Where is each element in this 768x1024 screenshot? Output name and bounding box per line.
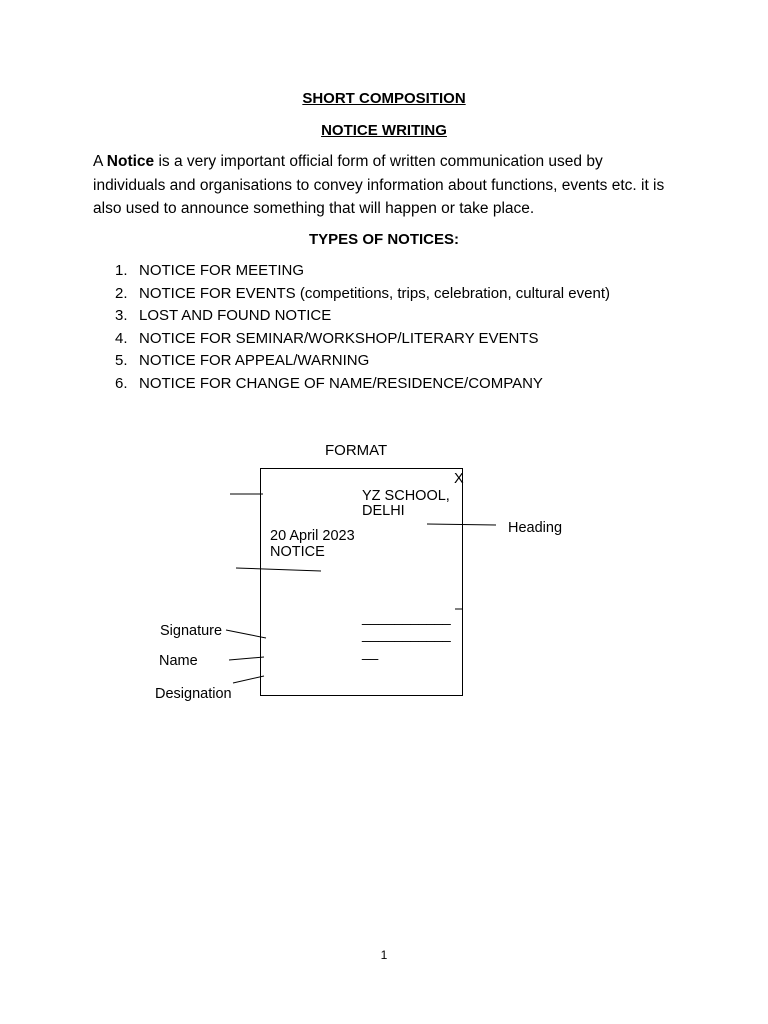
name-pointer-line <box>229 657 264 660</box>
intro-rest: is a very important official form of written communication used by individuals and organisations to convey information about functions, events etc. it is also used to announce something that will happen or take place. <box>93 153 665 217</box>
main-heading: SHORT COMPOSITION <box>302 90 466 107</box>
intro-bold-word: Notice <box>106 153 155 170</box>
signature-label: Signature <box>160 623 223 639</box>
school-line-1: YZ SCHOOL, <box>362 488 450 504</box>
list-item: 1. NOTICE FOR MEETING <box>115 262 304 279</box>
corner-mark: X <box>454 471 464 487</box>
heading-label: Heading <box>508 520 563 536</box>
blank-line-2: ___________ <box>362 627 451 643</box>
format-label: FORMAT <box>325 442 388 459</box>
list-item: 4. NOTICE FOR SEMINAR/WORKSHOP/LITERARY EVENTS <box>115 329 539 347</box>
types-heading: TYPES OF NOTICES: <box>308 231 459 248</box>
date-pointer-line <box>236 568 321 571</box>
sub-heading: NOTICE WRITING <box>321 122 447 139</box>
notice-word: NOTICE <box>270 544 325 560</box>
blank-line-3: __ <box>362 645 379 661</box>
designation-pointer-line <box>233 676 264 683</box>
blank-line-1: ___________ <box>362 610 451 626</box>
school-line-2: DELHI <box>362 503 405 519</box>
heading-pointer-line <box>427 524 496 525</box>
list-item: 2. NOTICE FOR EVENTS (competitions, trips, celebration, cultural event) <box>115 284 610 302</box>
signature-pointer-line <box>226 630 266 638</box>
page-number: 1 <box>380 948 388 962</box>
list-item: 6. NOTICE FOR CHANGE OF NAME/RESIDENCE/COMPANY <box>115 374 543 392</box>
list-item: 3. LOST AND FOUND NOTICE <box>115 307 332 324</box>
list-item: 5. NOTICE FOR APPEAL/WARNING <box>115 352 370 369</box>
notice-date: 20 April 2023 <box>270 528 355 544</box>
name-label: Name <box>159 653 198 669</box>
designation-label: Designation <box>155 686 232 702</box>
intro-prefix: A <box>93 153 107 170</box>
